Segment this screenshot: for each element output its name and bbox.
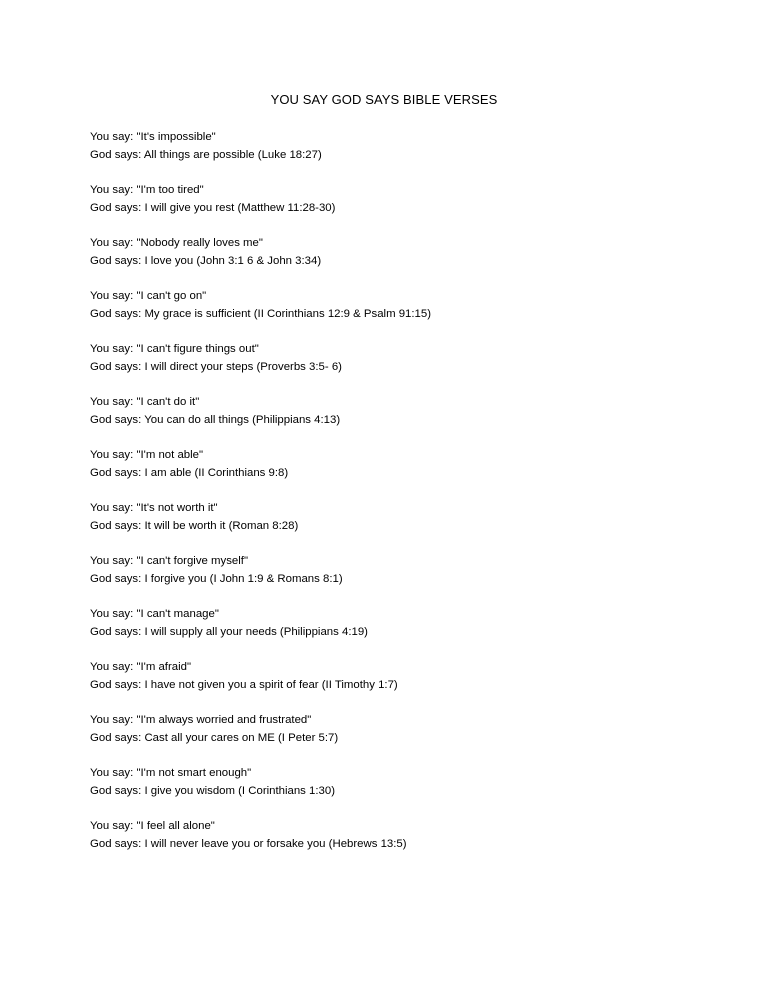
god-says-line: God says: I am able (II Corinthians 9:8) xyxy=(90,467,289,479)
you-say-line: You say: "I'm always worried and frustrated" xyxy=(90,714,312,726)
god-says-line: God says: It will be worth it (Roman 8:28) xyxy=(90,520,299,532)
you-say-line: You say: "I can't figure things out" xyxy=(90,343,259,355)
verse-pair xyxy=(90,234,730,287)
verse-pair xyxy=(90,128,730,181)
you-say-line: You say: "I'm not able" xyxy=(90,449,204,461)
you-say-line: You say: "Nobody really loves me" xyxy=(90,237,263,249)
you-say-line: You say: "I can't do it" xyxy=(90,396,200,408)
god-says-line: God says: You can do all things (Philippians 4:13) xyxy=(90,414,341,426)
god-says-line: God says: I give you wisdom (I Corinthians 1:30) xyxy=(90,785,336,797)
you-say-line: You say: "I'm afraid" xyxy=(90,661,192,673)
god-says-line: God says: My grace is sufficient (II Corinthians 12:9 & Psalm 91:15) xyxy=(90,308,432,320)
you-say-line: You say: "It's impossible" xyxy=(90,131,216,143)
god-says-line: God says: I will direct your steps (Proverbs 3:5- 6) xyxy=(90,361,342,373)
verse-pair xyxy=(90,393,730,446)
you-say-line: You say: "I'm not smart enough" xyxy=(90,767,252,779)
god-says-line: God says: I love you (John 3:1 6 & John 3:34) xyxy=(90,255,322,267)
you-say-line: You say: "I feel all alone" xyxy=(90,820,215,832)
god-says-line: God says: I have not given you a spirit of fear (II Timothy 1:7) xyxy=(90,679,398,691)
you-say-line: You say: "I can't manage" xyxy=(90,608,219,620)
verse-pair xyxy=(90,181,730,234)
god-says-line: God says: I forgive you (I John 1:9 & Romans 8:1) xyxy=(90,573,343,585)
god-says-line: God says: I will never leave you or forsake you (Hebrews 13:5) xyxy=(90,838,407,850)
verse-list xyxy=(90,128,730,870)
verse-pair xyxy=(90,817,730,870)
you-say-line: You say: "I'm too tired" xyxy=(90,184,204,196)
verse-pair xyxy=(90,711,730,764)
god-says-line: God says: I will give you rest (Matthew 11:28-30) xyxy=(90,202,336,214)
you-say-line: You say: "I can't go on" xyxy=(90,290,207,302)
verse-pair xyxy=(90,658,730,711)
verse-pair xyxy=(90,446,730,499)
page-title: YOU SAY GOD SAYS BIBLE VERSES xyxy=(270,92,498,107)
you-say-line: You say: "It's not worth it" xyxy=(90,502,218,514)
you-say-line: You say: "I can't forgive myself" xyxy=(90,555,248,567)
verse-pair xyxy=(90,552,730,605)
god-says-line: God says: Cast all your cares on ME (I Peter 5:7) xyxy=(90,732,339,744)
verse-pair xyxy=(90,499,730,552)
god-says-line: God says: All things are possible (Luke 18:27) xyxy=(90,149,322,161)
god-says-line: God says: I will supply all your needs (Philippians 4:19) xyxy=(90,626,368,638)
verse-pair xyxy=(90,287,730,340)
verse-pair xyxy=(90,340,730,393)
verse-pair xyxy=(90,764,730,817)
verse-pair xyxy=(90,605,730,658)
